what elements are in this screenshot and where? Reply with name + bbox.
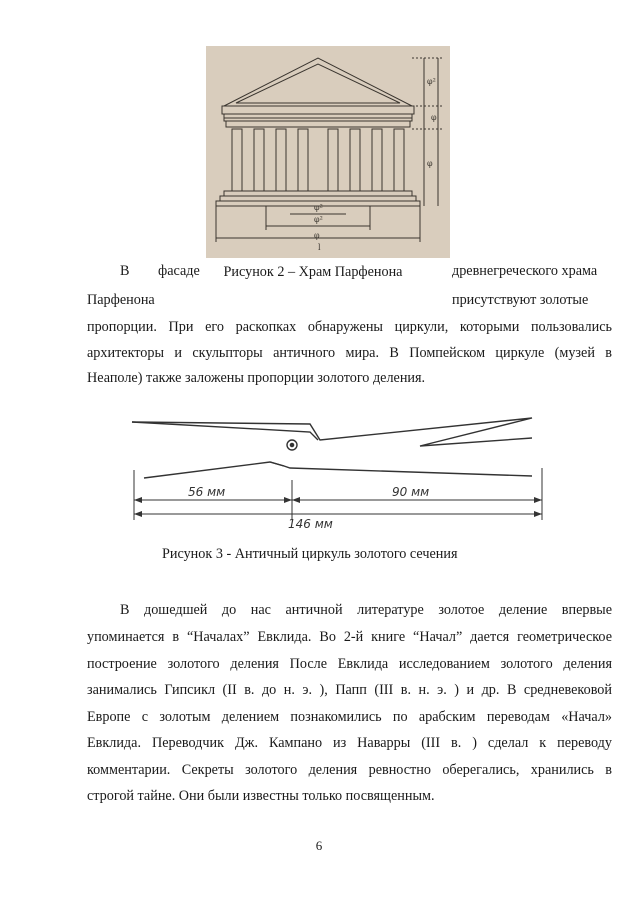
parthenon-label-phi-bottom: φ — [314, 231, 320, 240]
paragraph2-line7: комментарии. Секреты золотого деления ревностно оберегались, хранились в — [87, 762, 612, 778]
parthenon-label-phi2-top: φ² — [427, 77, 436, 86]
paragraph2-line4: занимались Гипсикл (II в. до н. э. ), Папп (III в. н. э. ) и др. В средневековой — [87, 682, 612, 698]
compass-dim-long: 90 мм — [392, 485, 430, 499]
parthenon-figure — [206, 46, 450, 258]
paragraph2-line3: построение золотого деления После Евклида исследованием золотого деления — [87, 656, 612, 672]
parthenon-label-phi2-mid: φ² — [314, 215, 323, 224]
parthenon-label-phi2-bottom: φ² — [314, 203, 323, 212]
paragraph2-line6: Евклида. Переводчик Дж. Кампано из Наварры (III в. ) сделал к переводу — [87, 735, 612, 751]
paragraph2-line8: строгой тайне. Они были известны только посвященным. — [87, 788, 435, 804]
columns — [232, 129, 404, 191]
paragraph1-word-v: В — [120, 263, 130, 279]
figure2-caption: Рисунок 2 – Храм Парфенона — [204, 259, 422, 285]
paragraph1-line4: архитекторы и скульпторы античного мира. В Помпейском циркуле (музей в — [87, 345, 612, 361]
paragraph2-line5: Европе с золотым делением познакомились по арабским переводам «Начал» — [87, 709, 612, 725]
paragraph2-line1: В дошедшей до нас античной литературе золотое деление впервые — [120, 602, 612, 618]
page-number: 6 — [315, 838, 323, 853]
parthenon-label-l: l — [318, 243, 321, 252]
compass-drawing — [120, 410, 550, 530]
parthenon-label-phi-side: φ — [431, 113, 437, 122]
compass-figure — [120, 410, 550, 530]
compass-dim-total: 146 мм — [288, 517, 333, 530]
paragraph1-word-fasade: фасаде — [158, 263, 200, 279]
paragraph1-line3: пропорции. При его раскопках обнаружены циркули, которыми пользовались — [87, 319, 612, 335]
parthenon-label-phi-right: φ — [427, 159, 433, 168]
paragraph1-line5: Неаполе) также заложены пропорции золотого деления. — [87, 370, 426, 386]
figure3-caption: Рисунок 3 - Античный циркуль золотого сечения — [162, 546, 458, 562]
parthenon-drawing — [206, 46, 450, 258]
compass-dim-short: 56 мм — [188, 485, 226, 499]
paragraph1-line2-right: присутствуют золотые — [452, 292, 589, 308]
paragraph1-line1-right: древнегреческого храма — [452, 263, 598, 279]
paragraph2-line2: упоминается в “Началах” Евклида. Во 2-й книге “Начал” дается геометрическое — [87, 629, 612, 645]
paragraph1-line2-left: Парфенона — [87, 292, 155, 308]
